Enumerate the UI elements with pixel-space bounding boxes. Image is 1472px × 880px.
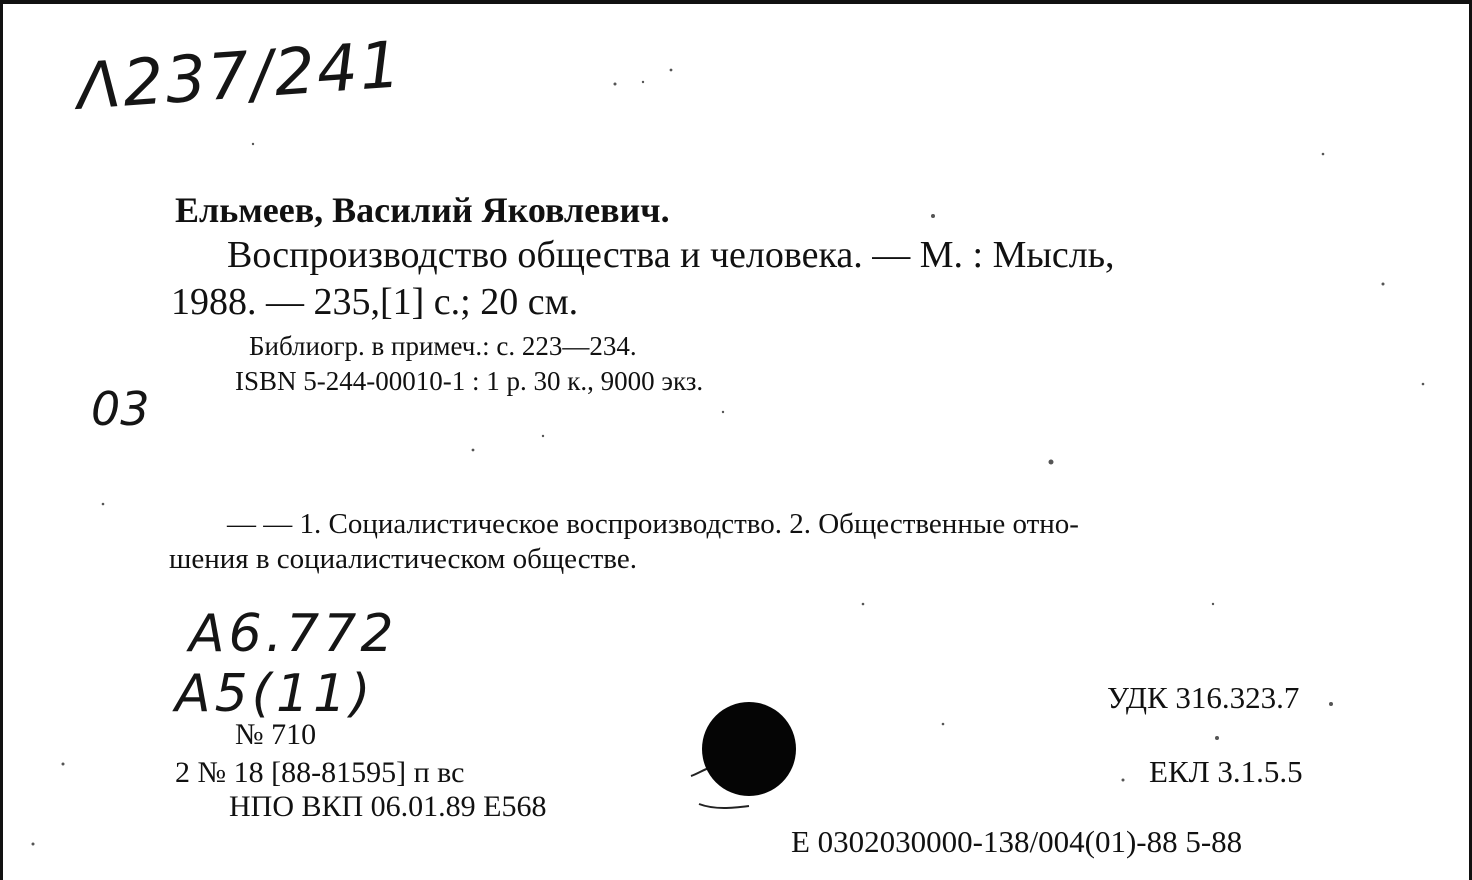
punch-hole xyxy=(702,702,796,796)
publisher-line: НПО ВКП 06.01.89 Е568 xyxy=(229,790,547,823)
handwritten-inventory-1: A6.772 xyxy=(189,604,398,664)
publication-code: Е 0302030000-138/004(01)-88 5-88 xyxy=(791,824,1243,859)
handwritten-code: 03 xyxy=(91,382,150,436)
handwritten-inventory-2: A5(11) xyxy=(175,664,375,724)
subjects-line-2: шения в социалистическом обществе. xyxy=(169,543,637,575)
ekl-classification: ЕКЛ 3.1.5.5 xyxy=(1149,754,1303,789)
card-number: № 710 xyxy=(235,718,317,751)
isbn-line: ISBN 5-244-00010-1 : 1 р. 30 к., 9000 экз. xyxy=(235,366,704,396)
bibliography-note: Библиогр. в примеч.: с. 223—234. xyxy=(249,331,637,361)
subjects-line-1: — — 1. Социалистическое воспроизводство. 2. Общественные отно- xyxy=(227,508,1079,540)
title-line-2: 1988. — 235,[1] с.; 20 см. xyxy=(171,281,579,323)
order-line: 2 № 18 [88-81595] п вс xyxy=(175,756,465,789)
udk-classification: УДК 316.323.7 xyxy=(1107,680,1300,715)
handwritten-shelf-mark: Λ237/241 xyxy=(74,28,405,125)
author-heading: Ельмеев, Василий Яковлевич. xyxy=(175,190,670,230)
title-line-1: Воспроизводство общества и человека. — М. : Мысль, xyxy=(227,234,1115,276)
